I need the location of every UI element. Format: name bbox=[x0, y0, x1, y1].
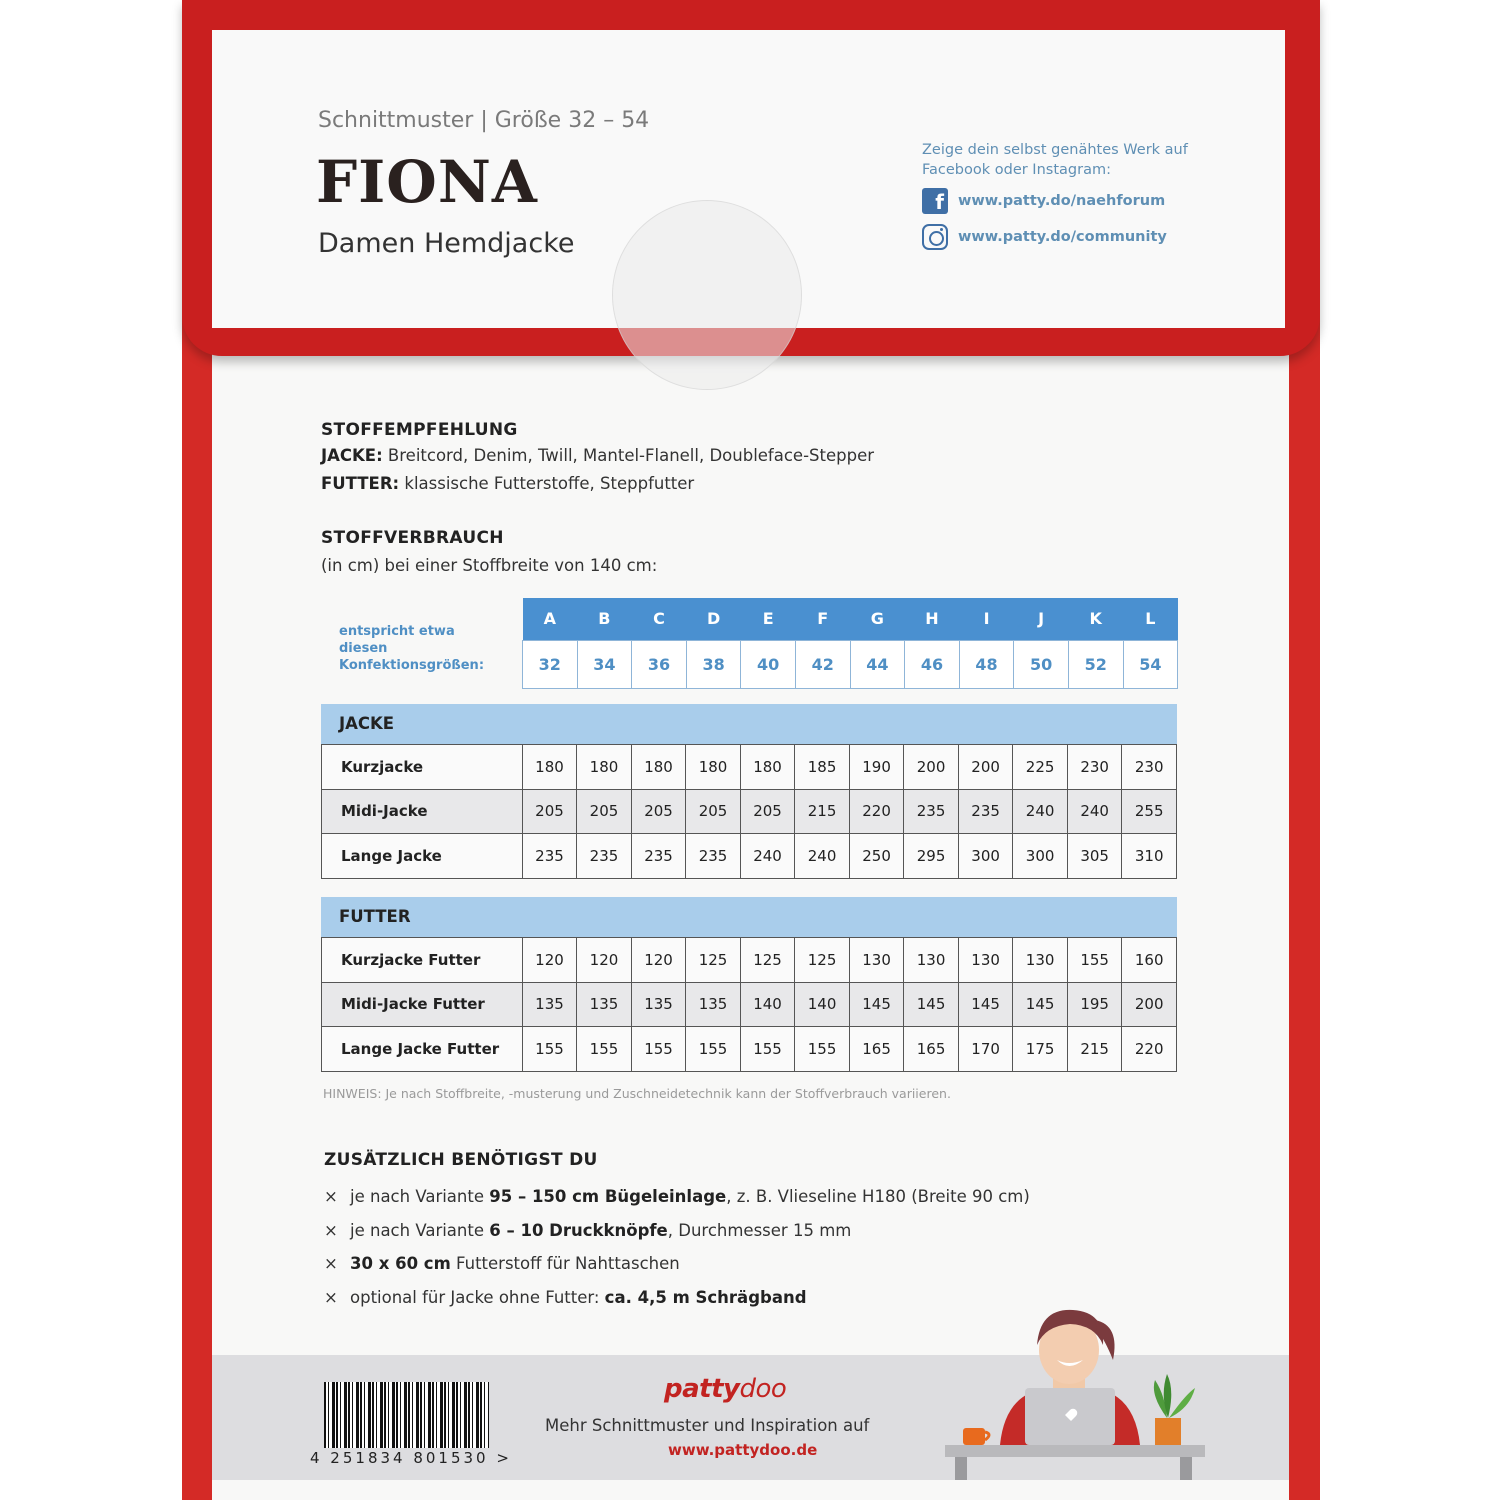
table-cell: 255 bbox=[1122, 789, 1177, 834]
table-cell: 190 bbox=[849, 745, 904, 790]
table-cell: 235 bbox=[904, 789, 959, 834]
table-cell: 130 bbox=[849, 938, 904, 983]
table-cell: 235 bbox=[631, 834, 686, 879]
list-item-text bbox=[350, 1221, 851, 1240]
jacke-table bbox=[321, 744, 1177, 879]
size-letter: J bbox=[1014, 598, 1069, 640]
size-number: 36 bbox=[632, 640, 687, 688]
list-item-post: Futterstoff für Nahttaschen bbox=[450, 1254, 680, 1274]
list-marker: × bbox=[324, 1254, 338, 1274]
size-letter: K bbox=[1068, 598, 1123, 640]
table-cell: 240 bbox=[740, 834, 795, 879]
usage-heading: STOFFVERBRAUCH bbox=[321, 528, 504, 548]
page-subtitle: Damen Hemdjacke bbox=[318, 228, 575, 259]
table-cell: 155 bbox=[522, 1027, 577, 1072]
list-item-bold: 6 – 10 Druckknöpfe bbox=[489, 1220, 668, 1240]
table-cell: 230 bbox=[1122, 745, 1177, 790]
social-block bbox=[922, 140, 1192, 245]
size-number: 42 bbox=[795, 640, 850, 688]
pattydoo-logo bbox=[664, 1374, 786, 1404]
footer-text: Mehr Schnittmuster und Inspiration auf bbox=[545, 1416, 870, 1435]
instagram-url[interactable]: www.patty.do/community bbox=[958, 229, 1167, 245]
facebook-link[interactable] bbox=[922, 188, 1165, 214]
list-item-post: , z. B. Vlieseline H180 (Breite 90 cm) bbox=[726, 1187, 1030, 1207]
table-cell: 145 bbox=[958, 982, 1013, 1027]
barcode bbox=[324, 1382, 489, 1448]
usage-subheading: (in cm) bei einer Stoffbreite von 140 cm: bbox=[321, 556, 658, 575]
additional-heading: ZUSÄTZLICH BENÖTIGST DU bbox=[324, 1150, 598, 1170]
size-letter: H bbox=[905, 598, 960, 640]
additional-list bbox=[324, 1180, 1030, 1314]
size-number: 54 bbox=[1123, 640, 1178, 688]
size-number: 40 bbox=[741, 640, 796, 688]
table-row bbox=[322, 938, 1177, 983]
list-item-pre: je nach Variante bbox=[350, 1187, 490, 1207]
table-cell: 235 bbox=[958, 789, 1013, 834]
list-item bbox=[324, 1180, 1030, 1214]
table-cell: 205 bbox=[522, 789, 577, 834]
table-cell: 200 bbox=[958, 745, 1013, 790]
list-item bbox=[324, 1247, 1030, 1281]
list-marker: × bbox=[324, 1287, 338, 1307]
table-cell: 235 bbox=[686, 834, 741, 879]
table-cell: 240 bbox=[795, 834, 850, 879]
table-cell: 155 bbox=[686, 1027, 741, 1072]
table-cell: 145 bbox=[849, 982, 904, 1027]
table-cell: 250 bbox=[849, 834, 904, 879]
size-table bbox=[522, 598, 1178, 689]
table-cell: 145 bbox=[904, 982, 959, 1027]
barcode-number: 4 251834 801530 > bbox=[310, 1449, 512, 1467]
fabric-jacke-text: Breitcord, Denim, Twill, Mantel-Flanell, Doubleface-Stepper bbox=[382, 446, 875, 465]
table-cell: 135 bbox=[686, 982, 741, 1027]
size-letter: C bbox=[632, 598, 687, 640]
table-cell: 145 bbox=[1013, 982, 1068, 1027]
table-cell: 230 bbox=[1067, 745, 1122, 790]
table-cell: 125 bbox=[795, 938, 850, 983]
table-cell: 120 bbox=[631, 938, 686, 983]
seal-sticker bbox=[612, 200, 802, 390]
table-cell: 125 bbox=[740, 938, 795, 983]
fabric-jacke-line bbox=[321, 446, 874, 465]
list-item-bold: ca. 4,5 m Schrägband bbox=[604, 1287, 807, 1307]
size-letter: G bbox=[850, 598, 905, 640]
table-cell: 135 bbox=[577, 982, 632, 1027]
row-label: Lange Jacke Futter bbox=[322, 1027, 523, 1072]
table-cell: 220 bbox=[849, 789, 904, 834]
table-cell: 180 bbox=[740, 745, 795, 790]
table-cell: 180 bbox=[631, 745, 686, 790]
table-cell: 155 bbox=[1067, 938, 1122, 983]
table-cell: 140 bbox=[795, 982, 850, 1027]
table-cell: 165 bbox=[904, 1027, 959, 1072]
table-cell: 130 bbox=[1013, 938, 1068, 983]
table-row bbox=[322, 789, 1177, 834]
table-cell: 130 bbox=[904, 938, 959, 983]
size-number: 46 bbox=[905, 640, 960, 688]
table-row bbox=[322, 745, 1177, 790]
jacke-band: JACKE bbox=[321, 704, 1177, 744]
list-item-bold: 30 x 60 cm bbox=[350, 1254, 451, 1274]
size-number: 48 bbox=[959, 640, 1014, 688]
table-cell: 205 bbox=[686, 789, 741, 834]
size-letter: E bbox=[741, 598, 796, 640]
table-cell: 170 bbox=[958, 1027, 1013, 1072]
list-item bbox=[324, 1214, 1030, 1248]
list-item-pre: optional für Jacke ohne Futter: bbox=[350, 1287, 605, 1307]
list-marker: × bbox=[324, 1187, 338, 1207]
fabric-futter-text: klassische Futterstoffe, Steppfutter bbox=[399, 474, 695, 493]
table-cell: 180 bbox=[522, 745, 577, 790]
table-cell: 135 bbox=[631, 982, 686, 1027]
table-cell: 200 bbox=[904, 745, 959, 790]
table-cell: 160 bbox=[1122, 938, 1177, 983]
size-number: 50 bbox=[1014, 640, 1069, 688]
table-cell: 155 bbox=[631, 1027, 686, 1072]
size-label: entspricht etwa diesen Konfektionsgrößen: bbox=[339, 624, 485, 673]
row-label: Kurzjacke bbox=[322, 745, 523, 790]
fabric-futter-label: FUTTER: bbox=[321, 474, 400, 493]
table-cell: 220 bbox=[1122, 1027, 1177, 1072]
table-cell: 240 bbox=[1067, 789, 1122, 834]
table-cell: 235 bbox=[577, 834, 632, 879]
table-cell: 120 bbox=[522, 938, 577, 983]
footer-link[interactable]: www.pattydoo.de bbox=[668, 1441, 818, 1459]
usage-note: HINWEIS: Je nach Stoffbreite, -musterung und Zuschneidetechnik kann der Stoffverbrauch variieren. bbox=[323, 1086, 951, 1101]
table-row bbox=[322, 1027, 1177, 1072]
table-cell: 205 bbox=[577, 789, 632, 834]
table-cell: 120 bbox=[577, 938, 632, 983]
list-item bbox=[324, 1281, 1030, 1315]
table-cell: 310 bbox=[1122, 834, 1177, 879]
size-number: 32 bbox=[523, 640, 578, 688]
table-cell: 140 bbox=[740, 982, 795, 1027]
row-label: Midi-Jacke bbox=[322, 789, 523, 834]
size-letter: B bbox=[577, 598, 632, 640]
table-cell: 155 bbox=[795, 1027, 850, 1072]
size-letter: I bbox=[959, 598, 1014, 640]
size-numbers-row bbox=[523, 640, 1178, 688]
table-cell: 235 bbox=[522, 834, 577, 879]
instagram-icon bbox=[922, 224, 948, 250]
table-cell: 240 bbox=[1013, 789, 1068, 834]
pattern-size-range: Schnittmuster | Größe 32 – 54 bbox=[318, 108, 650, 133]
size-number: 38 bbox=[686, 640, 741, 688]
size-letters-row bbox=[523, 598, 1178, 640]
table-cell: 300 bbox=[958, 834, 1013, 879]
list-marker: × bbox=[324, 1220, 338, 1240]
list-item-text bbox=[350, 1187, 1030, 1206]
facebook-url[interactable]: www.patty.do/naehforum bbox=[958, 193, 1166, 209]
size-number: 52 bbox=[1068, 640, 1123, 688]
table-cell: 200 bbox=[1122, 982, 1177, 1027]
fabric-jacke-label: JACKE: bbox=[321, 446, 383, 465]
table-row bbox=[322, 982, 1177, 1027]
table-cell: 135 bbox=[522, 982, 577, 1027]
futter-table bbox=[321, 937, 1177, 1072]
list-item-pre: je nach Variante bbox=[350, 1220, 490, 1240]
table-cell: 155 bbox=[740, 1027, 795, 1072]
instagram-link[interactable] bbox=[922, 224, 1167, 250]
table-cell: 225 bbox=[1013, 745, 1068, 790]
table-cell: 180 bbox=[686, 745, 741, 790]
table-cell: 215 bbox=[1067, 1027, 1122, 1072]
size-letter: F bbox=[795, 598, 850, 640]
woman-laptop-illustration bbox=[945, 1300, 1205, 1480]
table-cell: 300 bbox=[1013, 834, 1068, 879]
table-cell: 205 bbox=[631, 789, 686, 834]
page-title: FIONA bbox=[316, 148, 538, 216]
size-letter: L bbox=[1123, 598, 1178, 640]
futter-band: FUTTER bbox=[321, 897, 1177, 937]
fabric-futter-line bbox=[321, 474, 694, 493]
size-number: 44 bbox=[850, 640, 905, 688]
list-item-text bbox=[350, 1254, 680, 1273]
table-cell: 305 bbox=[1067, 834, 1122, 879]
table-cell: 180 bbox=[577, 745, 632, 790]
table-cell: 185 bbox=[795, 745, 850, 790]
table-cell: 155 bbox=[577, 1027, 632, 1072]
table-cell: 125 bbox=[686, 938, 741, 983]
list-item-post: , Durchmesser 15 mm bbox=[667, 1220, 852, 1240]
table-cell: 295 bbox=[904, 834, 959, 879]
table-cell: 215 bbox=[795, 789, 850, 834]
logo-part2: doo bbox=[739, 1374, 787, 1404]
table-row bbox=[322, 834, 1177, 879]
table-cell: 195 bbox=[1067, 982, 1122, 1027]
size-number: 34 bbox=[577, 640, 632, 688]
row-label: Lange Jacke bbox=[322, 834, 523, 879]
size-letter: A bbox=[523, 598, 578, 640]
table-cell: 175 bbox=[1013, 1027, 1068, 1072]
list-item-bold: 95 – 150 cm Bügeleinlage bbox=[489, 1187, 727, 1207]
table-cell: 205 bbox=[740, 789, 795, 834]
fabric-heading: STOFFEMPFEHLUNG bbox=[321, 420, 518, 440]
logo-part1: patty bbox=[664, 1374, 740, 1404]
social-intro: Zeige dein selbst genähtes Werk auf Facebook oder Instagram: bbox=[922, 142, 1188, 178]
table-cell: 130 bbox=[958, 938, 1013, 983]
row-label: Midi-Jacke Futter bbox=[322, 982, 523, 1027]
list-item-text bbox=[350, 1288, 807, 1307]
table-cell: 165 bbox=[849, 1027, 904, 1072]
facebook-icon: f bbox=[922, 188, 948, 214]
size-letter: D bbox=[686, 598, 741, 640]
row-label: Kurzjacke Futter bbox=[322, 938, 523, 983]
